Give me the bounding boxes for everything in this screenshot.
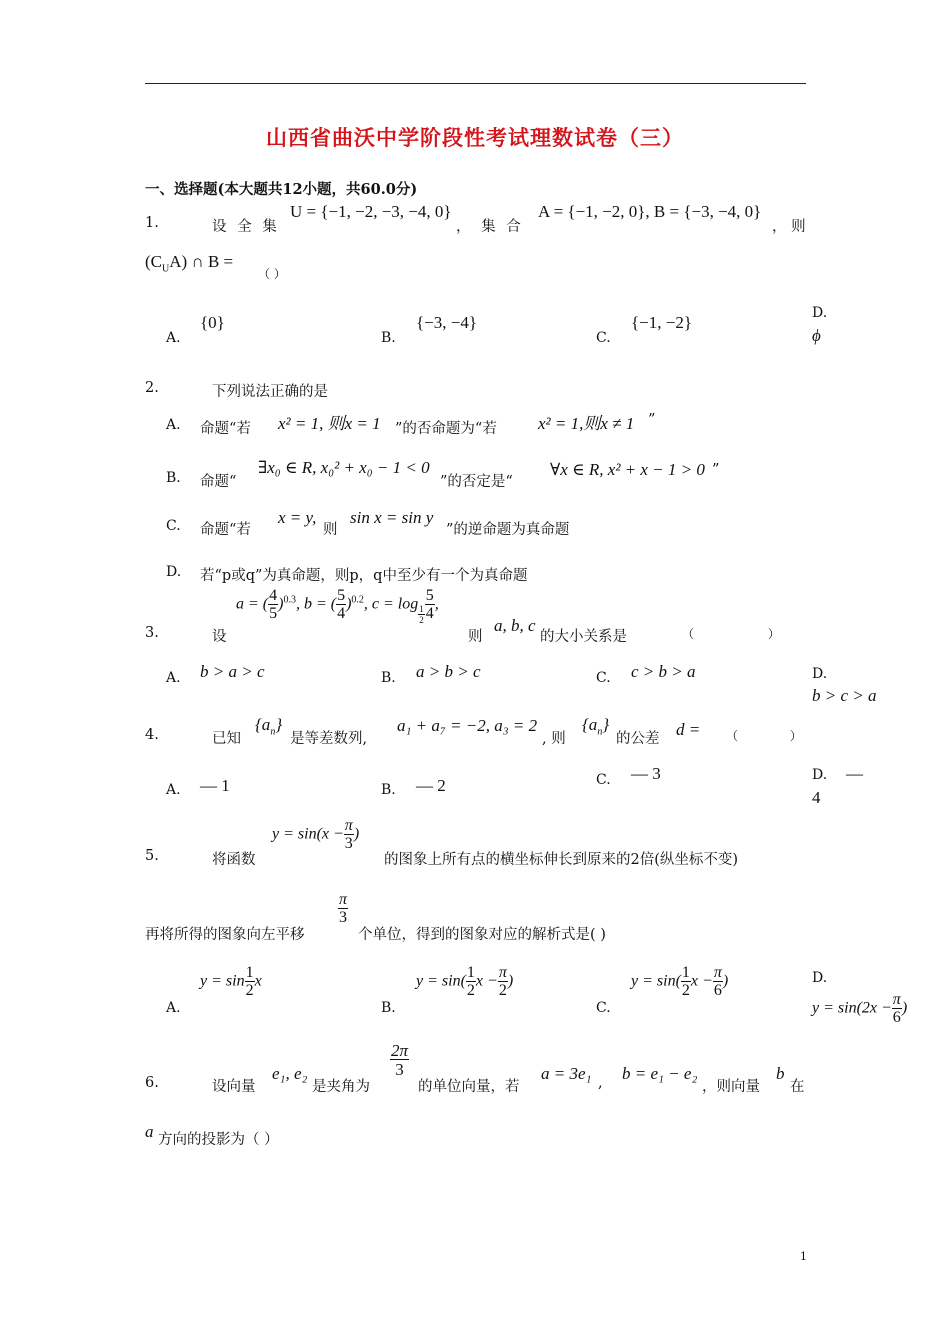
math-expression: a = 3e₁ — [541, 1064, 592, 1083]
question-text: 的图象上所有点的横坐标伸长到原来的2倍(纵坐标不变) — [384, 852, 739, 868]
question-text: 的大小关系是 — [540, 629, 627, 645]
answer-blank: （ ） — [258, 267, 286, 281]
option-label: C. — [596, 670, 611, 686]
option-text: 命题“若 — [200, 421, 251, 437]
option-label: D. — [812, 767, 828, 783]
math-expression: $\{a_n\}$ — [582, 715, 610, 738]
option-d: — — [846, 764, 863, 783]
math-expression: ∃x₀ ∈ R, x₀² + x₀ − 1 < 0 — [258, 458, 430, 477]
option-text: 则 — [323, 522, 338, 538]
question-text: ，则向量 — [702, 1079, 760, 1095]
option-label: B. — [381, 1000, 396, 1016]
option-label: C. — [596, 772, 611, 788]
option-label: A. — [166, 782, 181, 798]
question-text: 的单位向量，若 — [418, 1079, 520, 1095]
option-label: B. — [381, 330, 396, 346]
math-expression: b — [776, 1064, 785, 1083]
math-expression: x = y, — [278, 508, 317, 527]
option-text: 命题“ — [200, 474, 237, 490]
option-label: D. — [812, 970, 828, 986]
option-text: 命题“若 — [200, 522, 251, 538]
page-title: 山西省曲沃中学阶段性考试理数试卷（三） — [266, 125, 684, 150]
answer-blank: （ ） — [682, 627, 780, 641]
option-b: — 2 — [416, 776, 446, 795]
option-a: b > a > c — [200, 662, 265, 681]
option-b: {−3, −4} — [416, 313, 477, 332]
question-text: 的公差 — [616, 731, 660, 747]
option-d: 4 — [812, 788, 821, 807]
question-text: 在 — [790, 1079, 805, 1095]
question-text: 是夹角为 — [312, 1079, 370, 1095]
answer-blank: （ ） — [726, 729, 802, 743]
question-text: 设 全 集 — [212, 219, 280, 235]
option-text: ”的逆命题为真命题 — [446, 522, 570, 538]
option-label: A. — [166, 1000, 181, 1016]
math-expression: d = — [676, 720, 701, 739]
math-expression: U = {−1, −2, −3, −4, 0} — [290, 202, 452, 221]
question-text: 是等差数列, — [290, 731, 368, 747]
option-label: B. — [381, 782, 396, 798]
question-text: 下列说法正确的是 — [212, 384, 328, 400]
option-c: — 3 — [631, 764, 661, 783]
math-expression: sin x = sin y — [350, 508, 434, 527]
option-text: ”的否定是“ — [440, 474, 513, 490]
math-expression: e₁, e₂ — [272, 1064, 308, 1083]
math-expression: A = {−1, −2, 0}, B = {−3, −4, 0} — [538, 202, 762, 221]
question-text: 设 — [212, 629, 227, 645]
question-text: 再将所得的图象向左平移 — [145, 927, 305, 943]
math-expression: x² = 1, 则x = 1 — [278, 414, 381, 433]
option-label: B. — [381, 670, 396, 686]
option-label: B. — [166, 470, 181, 486]
option-label: C. — [166, 518, 181, 534]
option-d: y = sin(2x − $\frac{\pi}{6}$ ) — [812, 991, 908, 1026]
question-text: , 则 — [542, 731, 566, 747]
option-label: A. — [166, 670, 181, 686]
math-expression: $\{a_n\}$ — [255, 715, 283, 738]
option-label: C. — [596, 1000, 611, 1016]
option-text: ” — [712, 462, 720, 478]
option-label: D. — [812, 666, 828, 682]
option-b: a > b > c — [416, 662, 481, 681]
question-text: 个单位，得到的图象对应的解析式是( ) — [358, 927, 606, 943]
math-fraction: $\frac{2\pi}{3}$ — [391, 1041, 409, 1079]
math-expression: a = ( $\frac{4}{5}$ )$^{0.3}$, b = ( $\frac{5}{4}$ )$^{0.2}$, c = log $\frac{1}{2}$ $\frac{5}{4}$ , — [236, 587, 439, 625]
question-text: ， 则 — [772, 219, 806, 235]
option-label: A. — [166, 417, 181, 433]
question-number: 2. — [145, 380, 159, 396]
question-text: ， 集 合 — [456, 219, 524, 235]
option-text: 若“p或q”为真命题，则p，q中至少有一个为真命题 — [200, 568, 528, 584]
question-text: , — [598, 1075, 603, 1091]
question-text: 则 — [468, 629, 483, 645]
option-c: {−1, −2} — [631, 313, 692, 332]
math-expression: a, b, c — [494, 616, 536, 635]
option-b: y = sin( $\frac{1}{2}$ x − $\frac{\pi}{2}$ ) — [416, 964, 514, 999]
math-expression: b = e₁ − e₂ — [622, 1064, 698, 1083]
option-text: ” — [648, 412, 656, 428]
question-number: 1. — [145, 215, 159, 231]
option-a: — 1 — [200, 776, 230, 795]
math-expression: $(C_UA)$ ∩ B = — [145, 252, 234, 275]
math-expression: ∀x ∈ R, x² + x − 1 > 0 — [550, 460, 705, 479]
math-expression: x² = 1,则x ≠ 1 — [538, 414, 635, 433]
option-label: D. — [812, 305, 828, 321]
header-rule — [145, 83, 806, 84]
page-number: 1 — [800, 1250, 807, 1263]
option-label: A. — [166, 330, 181, 346]
math-expression: a₁ + a₇ = −2, a₃ = 2 — [397, 716, 538, 735]
question-number: 3. — [145, 625, 159, 641]
option-c: y = sin( $\frac{1}{2}$ x − $\frac{\pi}{6}$ ) — [631, 964, 729, 999]
option-c: c > b > a — [631, 662, 696, 681]
option-d: ϕ — [812, 326, 821, 345]
question-number: 5. — [145, 848, 159, 864]
question-text: 将函数 — [212, 852, 256, 868]
math-expression: y = sin(x − $\frac{\pi}{3}$ ) — [272, 817, 360, 852]
question-text: 设向量 — [212, 1079, 256, 1095]
option-a: {0} — [200, 313, 225, 332]
question-number: 4. — [145, 727, 159, 743]
question-number: 6. — [145, 1075, 159, 1091]
option-label: D. — [166, 564, 182, 580]
option-label: C. — [596, 330, 611, 346]
math-fraction: $\frac{\pi}{3}$ — [339, 891, 348, 926]
option-a: y = sin $\frac{1}{2}$ x — [200, 964, 262, 999]
math-expression: a — [145, 1122, 154, 1141]
question-text: 已知 — [212, 731, 241, 747]
question-text: 方向的投影为（ ） — [158, 1132, 279, 1148]
section-heading: 一、选择题(本大题共12小题，共60.0分) — [145, 181, 418, 198]
option-d: b > c > a — [812, 686, 877, 705]
option-text: ”的否命题为“若 — [395, 421, 497, 437]
